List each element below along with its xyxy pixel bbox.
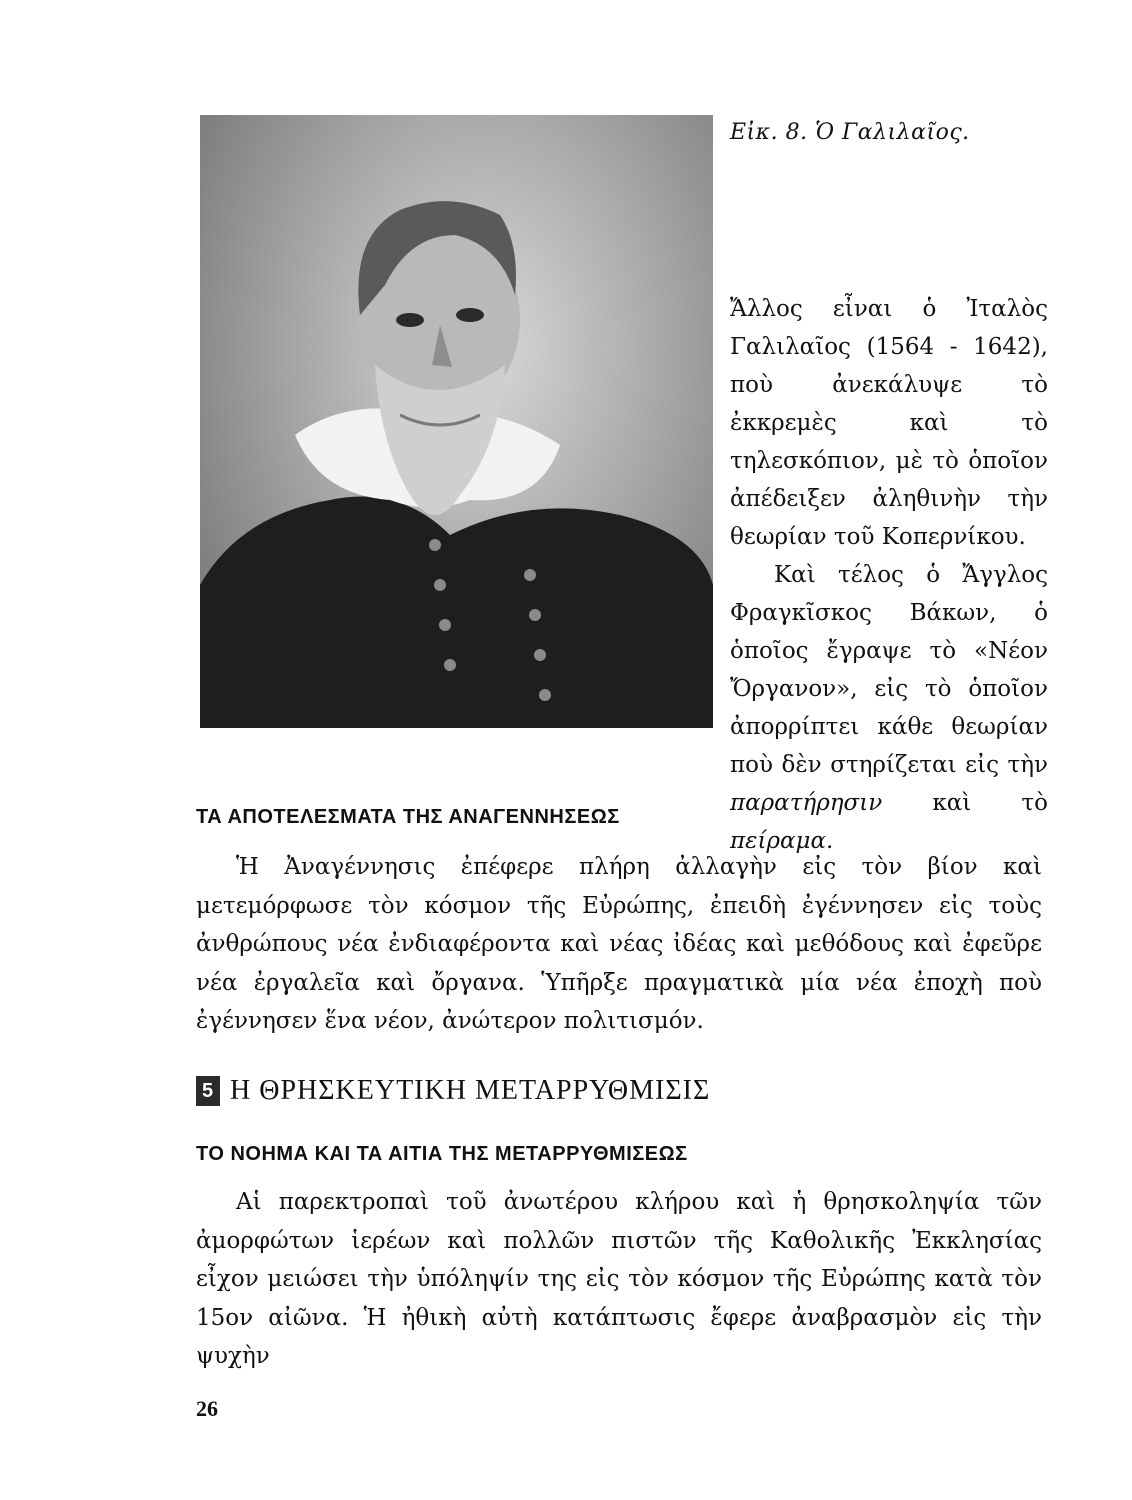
meaning-heading: ΤΟ ΝΟΗΜΑ ΚΑΙ ΤΑ ΑΙΤΙΑ ΤΗΣ ΜΕΤΑΡΡΥΘΜΙΣΕΩΣ: [196, 1143, 688, 1165]
meaning-paragraph: [196, 1183, 1042, 1376]
side-text-block: [730, 290, 1048, 860]
figure-caption: Εἰκ. 8. Ὁ Γαλιλαῖος.: [730, 120, 970, 145]
galileo-paragraph: Ἄλλος εἶναι ὁ Ἰταλὸς Γαλιλαῖος (1564 - 1642), ποὺ ἀνεκάλυψε τὸ ἐκκρεμὲς καὶ τὸ τηλεσκόπιον, μὲ τὸ ὁποῖον ἀπέδειξεν ἀληθινὴν τὴν θεωρίαν τοῦ Κοπερνίκου.: [730, 296, 1048, 550]
galileo-portrait: [200, 115, 713, 728]
emphasis-observation: παρατήρησιν: [730, 790, 883, 816]
section-title-text: Η ΘΡΗΣΚΕΥΤΙΚΗ ΜΕΤΑΡΡΥΘΜΙΣΙΣ: [230, 1075, 711, 1106]
results-heading: ΤΑ ΑΠΟΤΕΛΕΣΜΑΤΑ ΤΗΣ ΑΝΑΓΕΝΝΗΣΕΩΣ: [196, 806, 620, 828]
section-number-badge: 5: [196, 1076, 220, 1106]
section-title: [196, 1075, 710, 1107]
page-number: 26: [196, 1396, 218, 1421]
results-paragraph: [196, 848, 1042, 1041]
bacon-paragraph: Καὶ τέλος ὁ Ἄγγλος Φραγκῖσκος Βάκων, ὁ ὁποῖος ἔγραψε τὸ «Νέον Ὄργανον», εἰς τὸ ὁποῖον ἀπορρίπτει κάθε θεωρίαν ποὺ δὲν στηρίζεται εἰς τὴν παρατήρησιν καὶ τὸ πείραμα.: [730, 562, 1048, 854]
emphasis-experiment: πείραμα.: [730, 828, 834, 854]
meaning-text: Αἱ παρεκτροπαὶ τοῦ ἀνωτέρου κλήρου καὶ ἡ θρησκοληψία τῶν ἀμορφώτων ἱερέων καὶ πολλῶν πιστῶν τῆς Καθολικῆς Ἐκκλησίας εἶχον μειώσει τὴν ὑπόληψίν της εἰς τὸν κόσμον τῆς Εὐρώπης κατὰ τὸν 15ον αἰῶνα. Ἡ ἠθικὴ αὐτὴ κατάπτωσις ἔφερε ἀναβρασμὸν εἰς τὴν ψυχὴν: [196, 1189, 1042, 1369]
results-text: Ἡ Ἀναγέννησις ἐπέφερε πλήρη ἀλλαγὴν εἰς τὸν βίον καὶ μετεμόρφωσε τὸν κόσμον τῆς Εὐρώπης, ἐπειδὴ ἐγέννησεν εἰς τοὺς ἀνθρώπους νέα ἐνδιαφέροντα καὶ νέας ἰδέας καὶ μεθόδους καὶ ἐφεῦρε νέα ἐργαλεῖα καὶ ὄργανα. Ὑπῆρξε πραγματικὰ μία νέα ἐποχὴ ποὺ ἐγέννησεν ἕνα νέον, ἀνώτερον πολιτισμόν.: [196, 854, 1042, 1034]
